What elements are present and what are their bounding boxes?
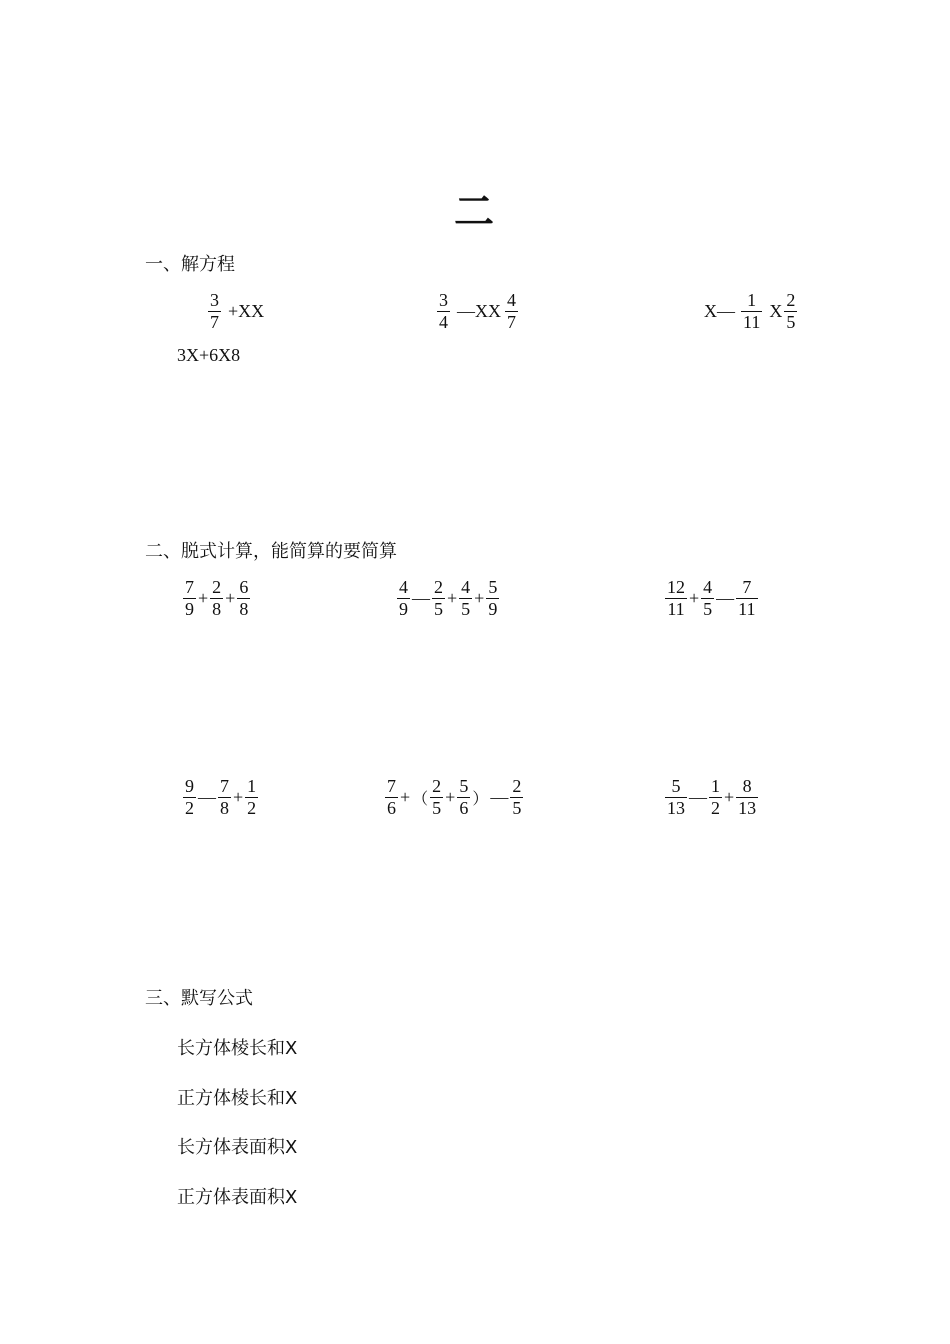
formula-line: 正方体棱长和X — [177, 1088, 298, 1109]
fraction: $\frac{6}{8}$ — [239, 577, 249, 619]
fraction: $\frac{7}{6}$ — [387, 776, 396, 818]
calc-expression-5: $\frac{7}{6}$ + （ $\frac{2}{5}$ + $\frac{5}{6}$ ） — $\frac{2}{5}$ — [387, 776, 522, 818]
fraction: $\frac{7}{8}$ — [220, 776, 229, 818]
fraction: $\frac{2}{5}$ — [512, 776, 522, 818]
fraction: $\frac{3}{4}$ — [439, 290, 448, 332]
section-heading-calculation: 二、脱式计算，能简算的要简算 — [145, 541, 397, 562]
fraction: $\frac{8}{13}$ — [738, 776, 757, 818]
equation-text: X— — [704, 301, 735, 321]
fraction: $\frac{4}{7}$ — [507, 290, 516, 332]
fraction: $\frac{4}{9}$ — [399, 577, 408, 619]
fraction: $\frac{7}{11}$ — [738, 577, 756, 619]
equation-text: —XX — [457, 301, 501, 321]
fraction: $\frac{4}{5}$ — [703, 577, 713, 619]
equation-text: +XX — [228, 301, 265, 321]
calc-expression-4: $\frac{9}{2}$ — $\frac{7}{8}$ + $\frac{1}{2}$ — [185, 776, 257, 818]
fraction: $\frac{2}{5}$ — [786, 290, 796, 332]
fraction: $\frac{1}{11}$ — [743, 290, 761, 332]
formula-line: 正方体表面积X — [177, 1187, 298, 1208]
page-title: 二 — [454, 189, 496, 235]
equation-1 — [207, 290, 264, 333]
fraction: $\frac{4}{5}$ — [461, 577, 471, 619]
fraction: $\frac{9}{2}$ — [185, 776, 194, 818]
equation-3 — [704, 290, 798, 333]
fraction: $\frac{7}{9}$ — [185, 577, 194, 619]
formula-line: 长方体表面积X — [177, 1137, 298, 1158]
fraction: $\frac{5}{6}$ — [459, 776, 469, 818]
calc-expression-6: $\frac{5}{13}$ — $\frac{1}{2}$ + $\frac{8}{13}$ — [667, 776, 757, 818]
fraction: $\frac{5}{9}$ — [488, 577, 498, 619]
calc-expression-1: $\frac{7}{9}$ + $\frac{2}{8}$ + $\frac{6}{8}$ — [185, 577, 249, 619]
fraction: $\frac{5}{13}$ — [667, 776, 685, 818]
fraction: $\frac{2}{8}$ — [212, 577, 222, 619]
formula-line: 长方体棱长和X — [177, 1038, 298, 1059]
fraction: $\frac{2}{5}$ — [434, 577, 443, 619]
calc-expression-2: $\frac{4}{9}$ — $\frac{2}{5}$ + $\frac{4}{5}$ + $\frac{5}{9}$ — [399, 577, 498, 619]
equation-2 — [436, 290, 519, 333]
fraction: $\frac{1}{2}$ — [247, 776, 257, 818]
section-heading-formulas: 三、默写公式 — [145, 988, 253, 1009]
section-heading-equations: 一、解方程 — [145, 254, 235, 275]
equation-4: 3X+6X8 — [177, 345, 241, 365]
fraction: $\frac{2}{5}$ — [432, 776, 442, 818]
calc-expression-3: $\frac{12}{11}$ + $\frac{4}{5}$ — $\frac{7}{11}$ — [667, 577, 756, 619]
equation-text: X — [769, 301, 783, 321]
fraction: $\frac{1}{2}$ — [711, 776, 720, 818]
fraction: $\frac{3}{7}$ — [210, 290, 219, 332]
fraction: $\frac{12}{11}$ — [667, 577, 685, 619]
